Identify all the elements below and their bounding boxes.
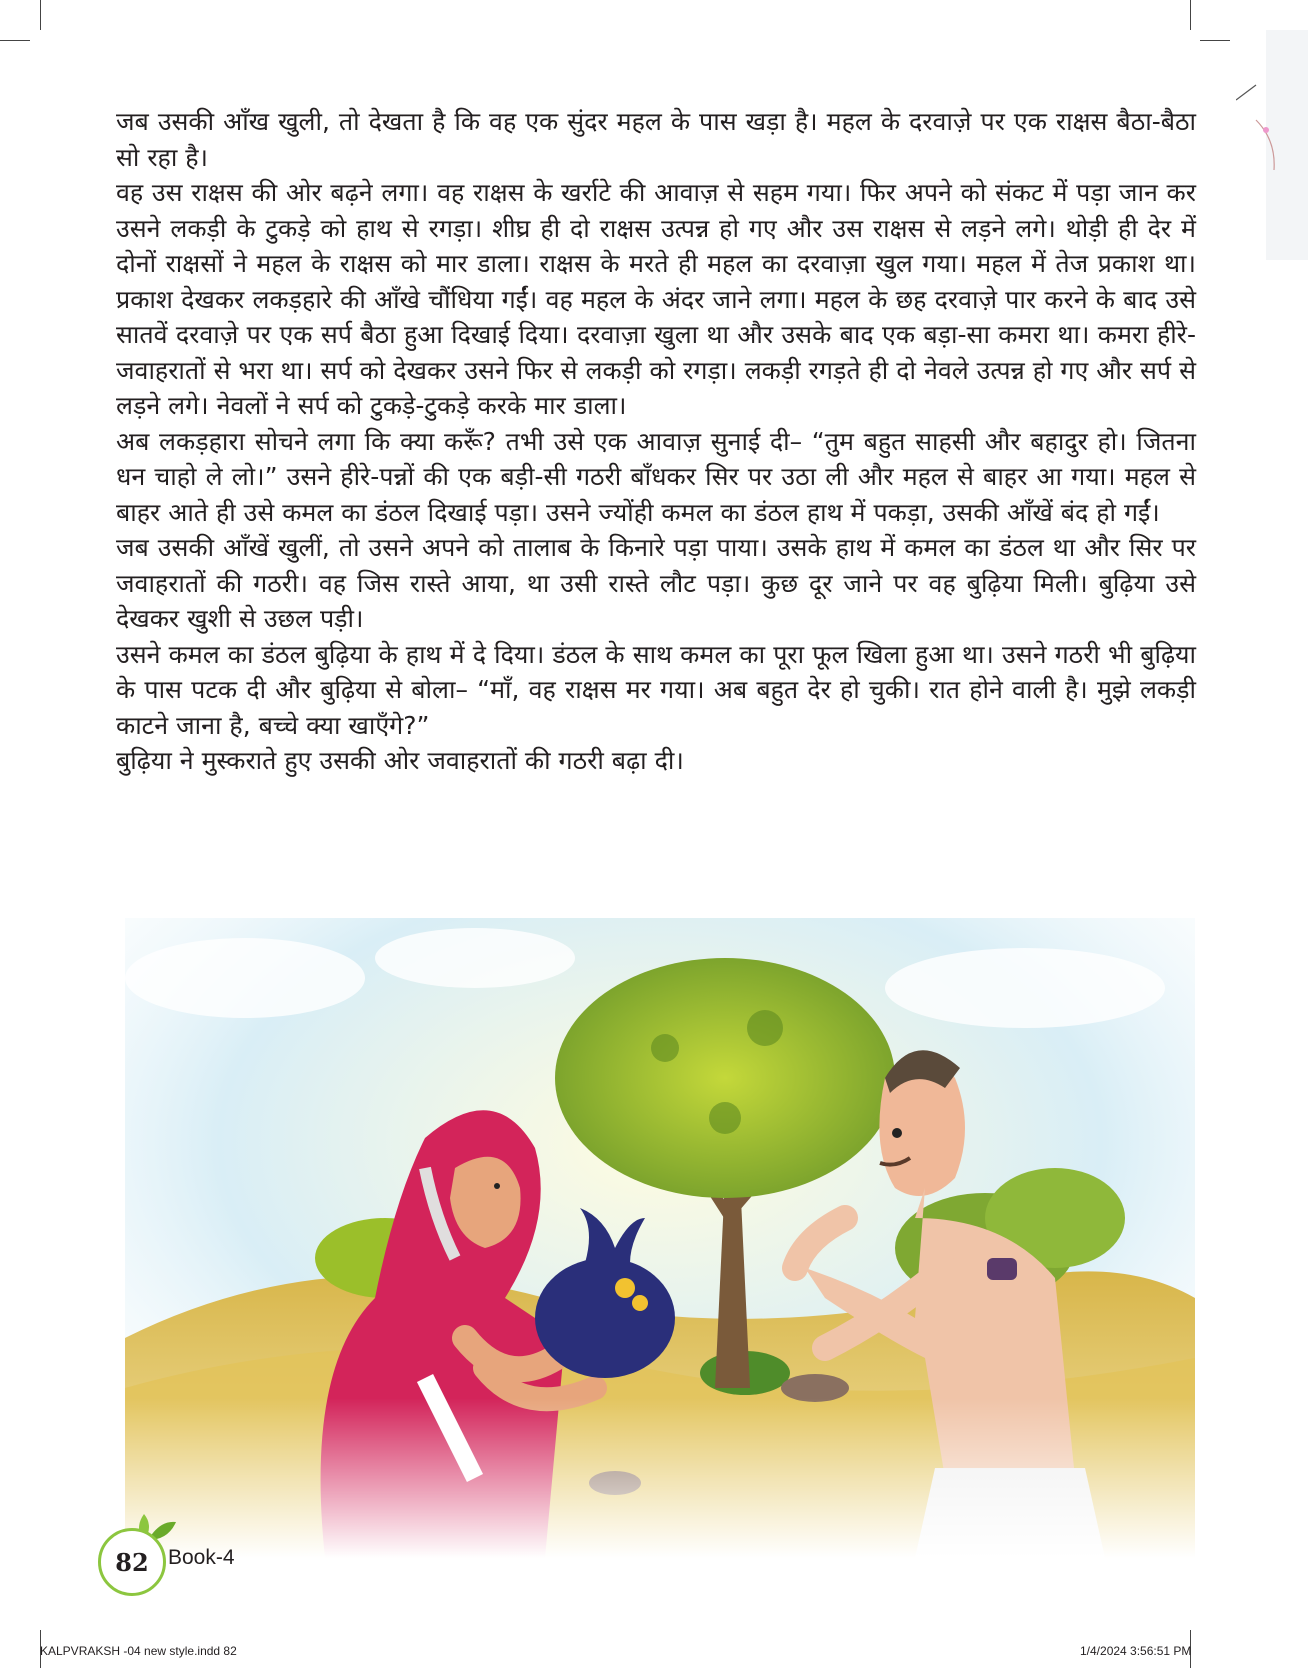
crop-mark-top-left-v xyxy=(40,0,41,30)
story-text xyxy=(116,104,1196,779)
crop-mark-top-right-h xyxy=(1200,40,1230,41)
edge-decoration xyxy=(1236,30,1308,260)
crop-mark-top-left-h xyxy=(0,40,30,41)
page-number: 82 xyxy=(98,1528,166,1596)
print-slug-datetime: 1/4/2024 3:56:51 PM xyxy=(1080,1644,1192,1658)
story-illustration xyxy=(125,918,1195,1558)
story-paragraph: उसने कमल का डंठल बुढ़िया के हाथ में दे दिया। डंठल के साथ कमल का पूरा फूल खिला हुआ था। उसने गठरी भी बुढ़िया के पास पटक दी और बुढ़िया से बोला– “माँ, वह राक्षस मर गया। अब बहुत देर हो चुकी। रात होने वाली है। मुझे लकड़ी काटने जाना है, बच्चे क्या खाएँगे?” xyxy=(116,639,1196,740)
story-paragraph: जब उसकी आँख खुली, तो देखता है कि वह एक सुंदर महल के पास खड़ा है। महल के दरवाज़े पर एक राक्षस बैठा-बैठा सो रहा है। xyxy=(116,107,1196,172)
story-paragraph: बुढ़िया ने मुस्कराते हुए उसकी ओर जवाहरातों की गठरी बढ़ा दी। xyxy=(116,746,684,775)
story-paragraph: जब उसकी आँखें खुलीं, तो उसने अपने को तालाब के किनारे पड़ा पाया। उसके हाथ में कमल का डंठल था और सिर पर जवाहरातों की गठरी। वह जिस रास्ते आया, था उसी रास्ते लौट पड़ा। कुछ दूर जाने पर वह बुढ़िया मिली। बुढ़िया उसे देखकर खुशी से उछल पड़ी। xyxy=(116,533,1196,633)
book-label: Book-4 xyxy=(168,1546,235,1569)
crop-mark-top-right-v xyxy=(1190,0,1191,30)
page-footer xyxy=(98,1510,358,1602)
story-paragraph: अब लकड़हारा सोचने लगा कि क्या करूँ? तभी उसे एक आवाज़ सुनाई दी– “तुम बहुत साहसी और बहादुर हो। जितना धन चाहो ले लो।” उसने हीरे-पन्नों की एक बड़ी-सी गठरी बाँधकर सिर पर उठा ली और महल से बाहर आ गया। महल से बाहर आते ही उसे कमल का डंठल दिखाई पड़ा। उसने ज्योंही कमल का डंठल हाथ में पकड़ा, उसकी आँखें बंद हो गईं। xyxy=(116,426,1196,527)
story-paragraph: वह उस राक्षस की ओर बढ़ने लगा। वह राक्षस के खर्राटे की आवाज़ से सहम गया। फिर अपने को संकट में पड़ा जान कर उसने लकड़ी के टुकड़े को हाथ से रगड़ा। शीघ्र ही दो राक्षस उत्पन्न हो गए और उस राक्षस से लड़ने लगे। थोड़ी ही देर में दोनों राक्षसों ने महल के राक्षस को मार डाला। राक्षस के मरते ही महल का दरवाज़ा खुल गया। महल में तेज प्रकाश था। प्रकाश देखकर लकड़हारे की आँखे चौंधिया गईं। वह महल के अंदर जाने लगा। महल के छह दरवाज़े पार करने के बाद उसे सातवें दरवाज़े पर एक सर्प बैठा हुआ दिखाई दिया। दरवाज़ा खुला था और उसके बाद एक बड़ा-सा कमरा था। कमरा हीरे-जवाहरातों से भरा था। सर्प को देखकर उसने फिर से लकड़ी को रगड़ा। लकड़ी रगड़ते ही दो नेवले उत्पन्न हो गए और सर्प से लड़ने लगे। नेवलों ने सर्प को टुकड़े-टुकड़े करके मार डाला। xyxy=(116,178,1196,420)
print-slug-file: KALPVRAKSH -04 new style.indd 82 xyxy=(40,1644,237,1658)
